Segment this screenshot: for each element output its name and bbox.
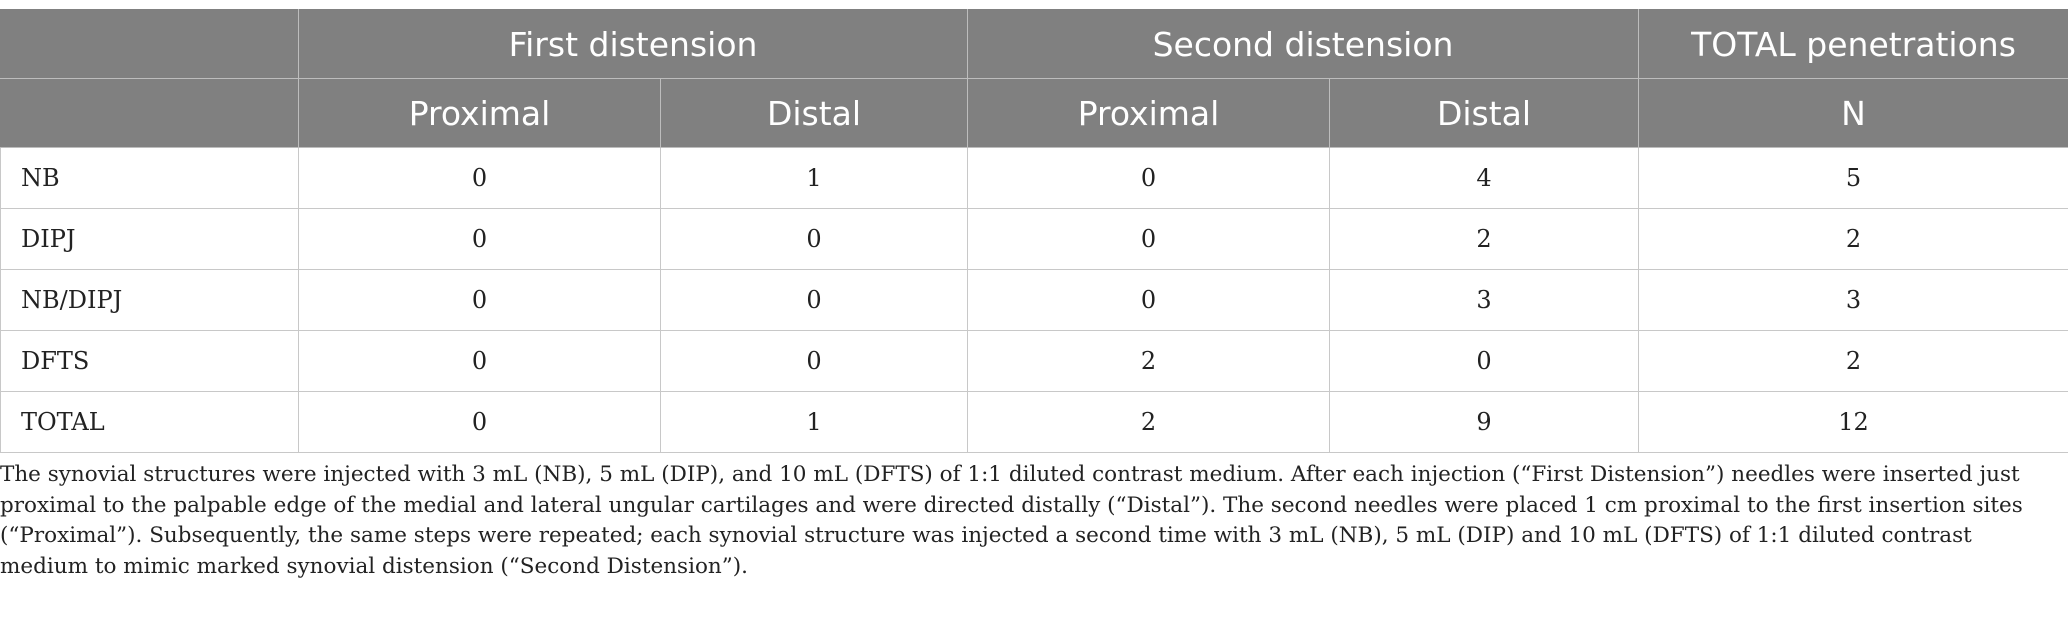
table-cell: 2: [968, 331, 1330, 392]
row-label: DFTS: [1, 331, 299, 392]
header-total-penetrations: TOTAL penetrations: [1639, 10, 2068, 79]
table-cell: 0: [661, 331, 968, 392]
table-cell: 0: [661, 270, 968, 331]
table-cell: 0: [1330, 331, 1639, 392]
header-second-distension: Second distension: [968, 10, 1639, 79]
table-cell: 0: [299, 270, 661, 331]
table-cell: 0: [299, 331, 661, 392]
table-cell: 2: [1639, 209, 2068, 270]
table-cell: 0: [968, 148, 1330, 209]
table-body: [1, 148, 2068, 453]
table-cell: 0: [968, 209, 1330, 270]
table-cell: 2: [968, 392, 1330, 453]
header-corner-cell: [1, 10, 299, 79]
table-cell: 1: [661, 148, 968, 209]
penetrations-table: [0, 9, 2068, 453]
table-cell: 0: [299, 209, 661, 270]
table-cell: 1: [661, 392, 968, 453]
table-cell: 3: [1639, 270, 2068, 331]
sub-header-total-n: N: [1639, 79, 2068, 148]
table-row: [1, 331, 2068, 392]
table-row: [1, 148, 2068, 209]
sub-header-first-distal: Distal: [661, 79, 968, 148]
table-row-total: [1, 392, 2068, 453]
table-footnote: The synovial structures were injected with 3 mL (NB), 5 mL (DIP), and 10 mL (DFTS) of 1:1 diluted contrast medium. After each injection (“First Distension”) needles were inserted just proximal to the palpable edge of the medial and lateral ungular cartilages and were directed distally (“Distal”). The second needles were placed 1 cm proximal to the first insertion sites (“Proximal”). Subsequently, the same steps were repeated; each synovial structure was injected a second time with 3 mL (NB), 5 mL (DIP) and 10 mL (DFTS) of 1:1 diluted contrast medium to mimic marked synovial distension (“Second Distension”).: [0, 462, 2023, 579]
table-cell: 2: [1330, 209, 1639, 270]
table-row: [1, 209, 2068, 270]
table-cell: 3: [1330, 270, 1639, 331]
table-cell: 12: [1639, 392, 2068, 453]
table-cell: 9: [1330, 392, 1639, 453]
row-label: DIPJ: [1, 209, 299, 270]
header-first-distension: First distension: [299, 10, 968, 79]
sub-header-second-distal: Distal: [1330, 79, 1639, 148]
table-cell: 0: [299, 392, 661, 453]
table-cell: 0: [661, 209, 968, 270]
header-group-row: [1, 10, 2068, 79]
table-cell: 5: [1639, 148, 2068, 209]
row-label: NB/DIPJ: [1, 270, 299, 331]
sub-header-corner-cell: [1, 79, 299, 148]
table-cell: 4: [1330, 148, 1639, 209]
table-row: [1, 270, 2068, 331]
table-container: [0, 9, 2068, 453]
sub-header-row: [1, 79, 2068, 148]
table-cell: 0: [299, 148, 661, 209]
sub-header-second-proximal: Proximal: [968, 79, 1330, 148]
row-label: TOTAL: [1, 392, 299, 453]
sub-header-first-proximal: Proximal: [299, 79, 661, 148]
row-label: NB: [1, 148, 299, 209]
table-cell: 2: [1639, 331, 2068, 392]
table-header: [1, 10, 2068, 148]
table-cell: 0: [968, 270, 1330, 331]
